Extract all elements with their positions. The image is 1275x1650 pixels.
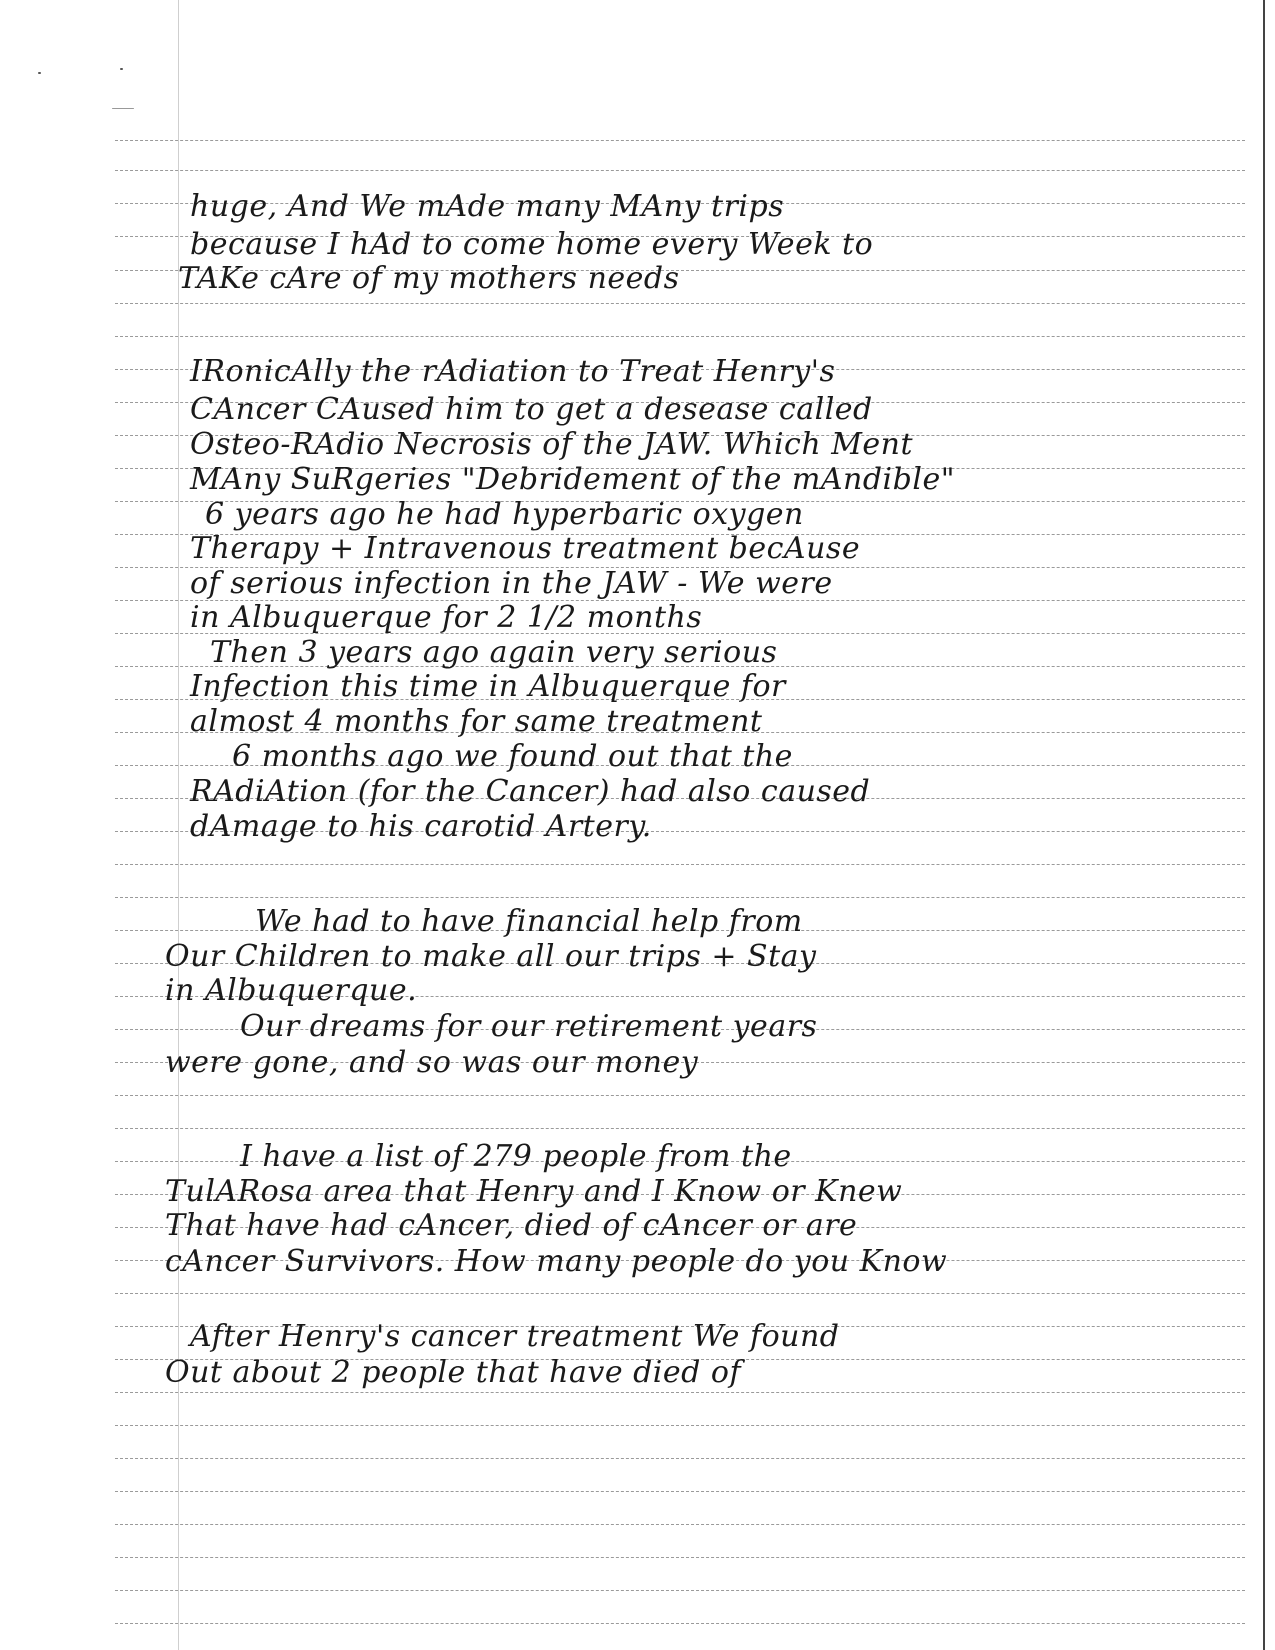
letter-line: huge, And We mAde many MAny trips	[190, 189, 785, 224]
letter-line: Therapy + Intravenous treatment becAuse	[190, 531, 861, 566]
ruled-line	[115, 1095, 1245, 1096]
ruled-line	[115, 1590, 1245, 1591]
ruled-line	[115, 1491, 1245, 1492]
ruled-line	[115, 1128, 1245, 1129]
ruled-line	[115, 1557, 1245, 1558]
letter-line: Our dreams for our retirement years	[240, 1009, 818, 1044]
scan-speck	[112, 108, 134, 109]
ruled-line	[115, 1524, 1245, 1525]
letter-line: Our Children to make all our trips + Stay	[165, 939, 817, 974]
letter-line: CAncer CAused him to get a desease called	[190, 392, 873, 427]
ruled-line	[115, 303, 1245, 304]
letter-line: dAmage to his carotid Artery.	[190, 809, 652, 844]
letter-line: in Albuquerque.	[165, 973, 418, 1008]
ruled-line	[115, 1392, 1245, 1393]
letter-line: almost 4 months for same treatment	[190, 704, 763, 739]
letter-line: were gone, and so was our money	[165, 1045, 699, 1080]
letter-line: because I hAd to come home every Week to	[190, 227, 874, 262]
letter-line: in Albuquerque for 2 1/2 months	[190, 600, 703, 635]
letter-line: MAny SuRgeries "Debridement of the mAndible"	[190, 462, 955, 497]
letter-line: Osteo-RAdio Necrosis of the JAW. Which Ment	[190, 427, 914, 462]
page-edge-line	[1263, 0, 1265, 1650]
ruled-line	[115, 1623, 1245, 1624]
letter-line: of serious infection in the JAW - We were	[190, 566, 833, 601]
ruled-line	[115, 140, 1245, 141]
letter-line: RAdiAtion (for the Cancer) had also caused	[190, 774, 871, 809]
letter-line: IRonicAlly the rAdiation to Treat Henry's	[190, 354, 836, 389]
letter-line: I have a list of 279 people from the	[240, 1139, 792, 1174]
margin-line	[178, 0, 179, 1650]
letter-line: That have had cAncer, died of cAncer or are	[165, 1208, 858, 1243]
letter-line: After Henry's cancer treatment We found	[190, 1319, 840, 1354]
letter-line: 6 months ago we found out that the	[232, 739, 793, 774]
letter-line: Then 3 years ago again very serious	[210, 635, 778, 670]
letter-line: TulARosa area that Henry and I Know or Knew	[165, 1174, 903, 1209]
ruled-line	[115, 1425, 1245, 1426]
ruled-line	[115, 336, 1245, 337]
ruled-line	[115, 170, 1245, 171]
letter-line: 6 years ago he had hyperbaric oxygen	[205, 497, 804, 532]
letter-line: TAKe cAre of my mothers needs	[178, 261, 680, 296]
letter-line: We had to have financial help from	[255, 904, 803, 939]
ruled-line	[115, 1293, 1245, 1294]
letter-line: Out about 2 people that have died of	[165, 1355, 742, 1390]
scan-speck	[120, 68, 123, 70]
ruled-line	[115, 1458, 1245, 1459]
scan-speck	[38, 72, 41, 74]
letter-line: cAncer Survivors. How many people do you Know	[165, 1244, 948, 1279]
letter-line: Infection this time in Albuquerque for	[190, 669, 786, 704]
ruled-line	[115, 897, 1245, 898]
ruled-line	[115, 864, 1245, 865]
